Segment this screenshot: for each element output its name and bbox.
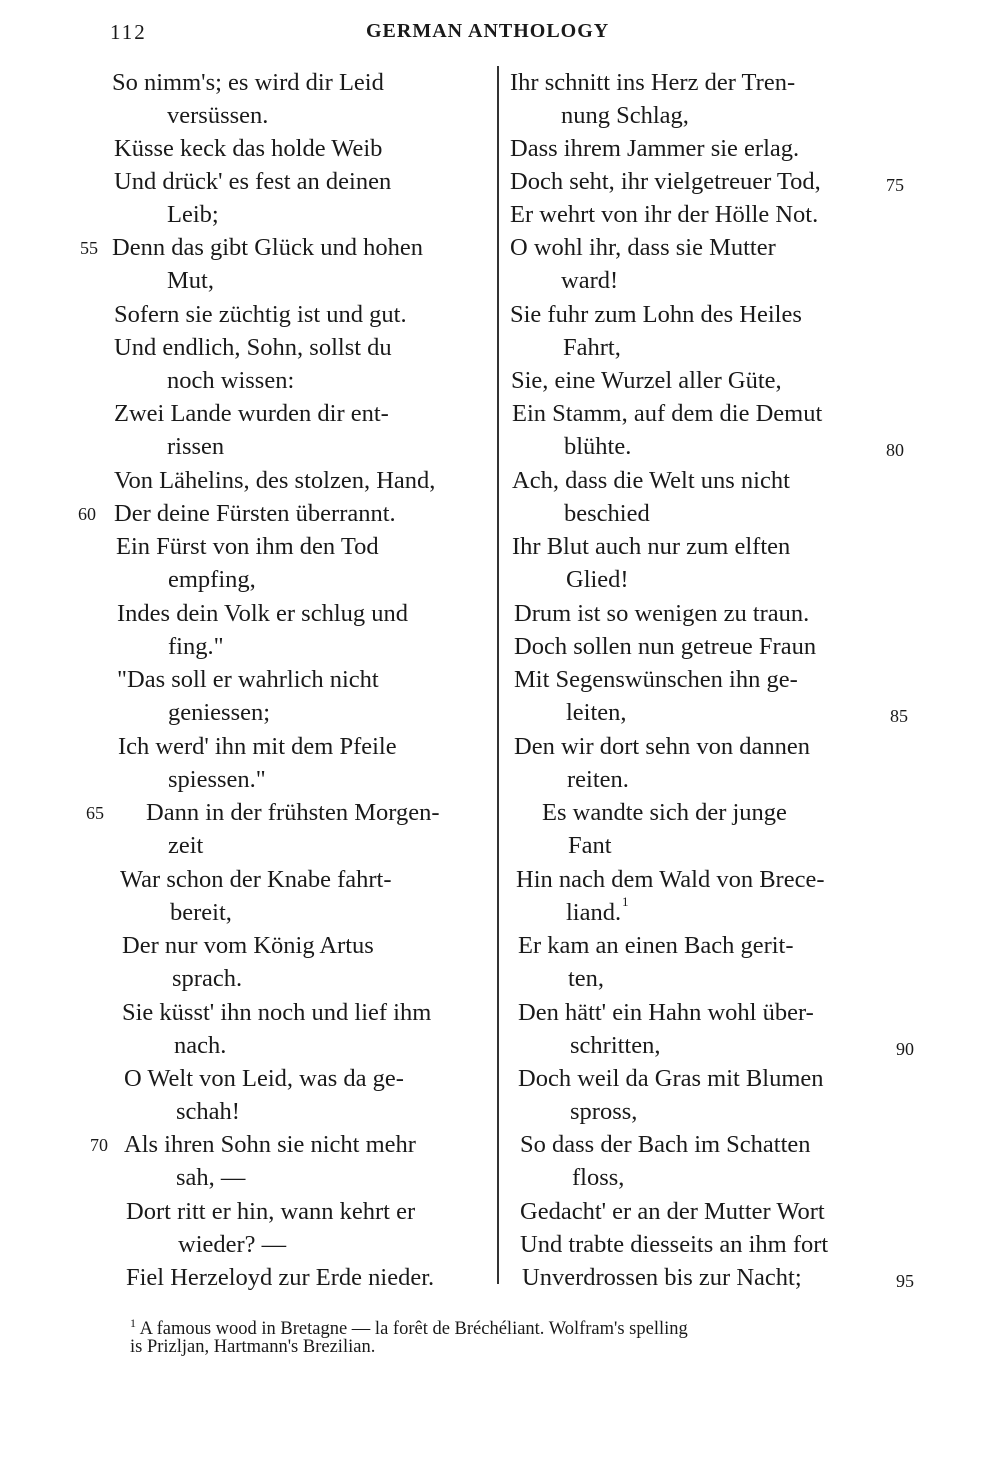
line-number: 75 [886, 175, 904, 195]
footnote-text-line2: is Prizljan, Hartmann's Brezilian. [130, 1337, 376, 1357]
verse-line: fing." [168, 633, 224, 660]
verse-line: spiessen." [168, 766, 266, 793]
verse-line: Sie fuhr zum Lohn des Heiles [510, 301, 802, 328]
verse-line: Indes dein Volk er schlug und [117, 600, 409, 627]
verse-line: Doch seht, ihr vielgetreuer Tod, [510, 168, 821, 195]
verse-line: empfing, [168, 566, 256, 593]
verse-line: wieder? — [178, 1231, 287, 1258]
verse-line: nung Schlag, [561, 102, 689, 129]
verse-line: Und endlich, Sohn, sollst du [114, 334, 392, 361]
footnote-reference: 1 [622, 894, 629, 909]
verse-line: rissen [167, 433, 225, 460]
verse-line: Er kam an einen Bach gerit- [518, 932, 794, 959]
verse-line: Fant [568, 832, 612, 859]
verse-line: sprach. [172, 965, 243, 992]
verse-line: Fahrt, [563, 334, 621, 361]
verse-line: War schon der Knabe fahrt- [120, 866, 392, 893]
verse-line: schah! [176, 1098, 240, 1125]
column-divider [497, 66, 499, 1284]
verse-line: beschied [564, 500, 650, 527]
verse-line: Und drück' es fest an deinen [114, 168, 392, 195]
line-number: 85 [890, 706, 908, 726]
verse-line: Von Lähelins, des stolzen, Hand, [114, 467, 436, 494]
verse-line: Hin nach dem Wald von Brece- [516, 866, 825, 893]
verse-line: O wohl ihr, dass sie Mutter [510, 234, 776, 261]
verse-line: Ach, dass die Welt uns nicht [512, 467, 790, 494]
line-number: 70 [90, 1135, 108, 1155]
verse-line: Ein Stamm, auf dem die Demut [512, 400, 823, 427]
verse-line: Als ihren Sohn sie nicht mehr [124, 1131, 416, 1158]
verse-line: "Das soll er wahrlich nicht [117, 666, 379, 693]
verse-line: O Welt von Leid, was da ge- [124, 1065, 404, 1092]
verse-line: zeit [168, 832, 204, 859]
footnote-text-line1: A famous wood in Bretagne — la forêt de Bréchéliant. Wolfram's spelling [139, 1319, 688, 1340]
verse-line: Den wir dort sehn von dannen [514, 733, 810, 760]
verse-line: Sie küsst' ihn noch und lief ihm [122, 999, 432, 1026]
verse-line: Und trabte diesseits an ihm fort [520, 1231, 829, 1258]
verse-line: Doch sollen nun getreue Fraun [514, 633, 817, 660]
verse-line: Glied! [566, 566, 629, 593]
verse-line: Er wehrt von ihr der Hölle Not. [510, 201, 819, 228]
verse-line: Dort ritt er hin, wann kehrt er [126, 1198, 416, 1225]
verse-line: liand. [566, 899, 622, 926]
verse-line: So dass der Bach im Schatten [520, 1131, 811, 1158]
verse-line: reiten. [567, 766, 629, 793]
verse-line: nach. [174, 1032, 227, 1059]
verse-line: Küsse keck das holde Weib [114, 135, 383, 162]
verse-line: blühte. [564, 433, 632, 460]
page-number: 112 [110, 20, 147, 44]
verse-line: geniessen; [168, 699, 271, 726]
line-number: 90 [896, 1039, 914, 1059]
verse-line: Drum ist so wenigen zu traun. [514, 600, 810, 627]
verse-line: floss, [572, 1164, 625, 1191]
verse-line: Mit Segenswünschen ihn ge- [514, 666, 798, 693]
verse-line: Denn das gibt Glück und hohen [112, 234, 423, 261]
verse-line: ten, [568, 965, 605, 992]
line-number: 55 [80, 238, 98, 258]
verse-line: Ihr Blut auch nur zum elften [512, 533, 791, 560]
verse-line: spross, [570, 1098, 638, 1125]
verse-line: Unverdrossen bis zur Nacht; [522, 1264, 802, 1291]
verse-line: Fiel Herzeloyd zur Erde nieder. [126, 1264, 435, 1291]
line-number: 95 [896, 1271, 914, 1291]
verse-line: schritten, [570, 1032, 661, 1059]
verse-line: So nimm's; es wird dir Leid [112, 69, 384, 96]
footnote-marker: 1 [130, 1316, 136, 1330]
line-number: 60 [78, 504, 96, 524]
verse-line: Doch weil da Gras mit Blumen [518, 1065, 824, 1092]
verse-line: Sofern sie züchtig ist und gut. [114, 301, 407, 328]
verse-line: Der deine Fürsten überrannt. [114, 500, 396, 527]
verse-line: sah, — [176, 1164, 246, 1191]
verse-line: Zwei Lande wurden dir ent- [114, 400, 389, 427]
verse-line: Ich werd' ihn mit dem Pfeile [118, 733, 397, 760]
verse-line: Gedacht' er an der Mutter Wort [520, 1198, 825, 1225]
verse-line: Mut, [167, 267, 214, 294]
footnote-continued [130, 1336, 375, 1358]
verse-line: Dann in der frühsten Morgen- [146, 799, 440, 826]
verse-line: Ein Fürst von ihm den Tod [116, 533, 379, 560]
line-number: 80 [886, 440, 904, 460]
verse-line: noch wissen: [167, 367, 295, 394]
verse-line: Leib; [167, 201, 219, 228]
verse-line: Den hätt' ein Hahn wohl über- [518, 999, 814, 1026]
verse-line: Dass ihrem Jammer sie erlag. [510, 135, 800, 162]
line-number: 65 [86, 803, 104, 823]
verse-line: Ihr schnitt ins Herz der Tren- [510, 69, 796, 96]
verse-line: ward! [561, 267, 619, 294]
verse-line: Der nur vom König Artus [122, 932, 374, 959]
verse-line: Es wandte sich der junge [542, 799, 787, 826]
running-title: GERMAN ANTHOLOGY [366, 20, 610, 42]
verse-line: leiten, [566, 699, 627, 726]
verse-line: versüssen. [167, 102, 269, 129]
verse-line: Sie, eine Wurzel aller Güte, [511, 367, 782, 394]
verse-line: bereit, [170, 899, 232, 926]
